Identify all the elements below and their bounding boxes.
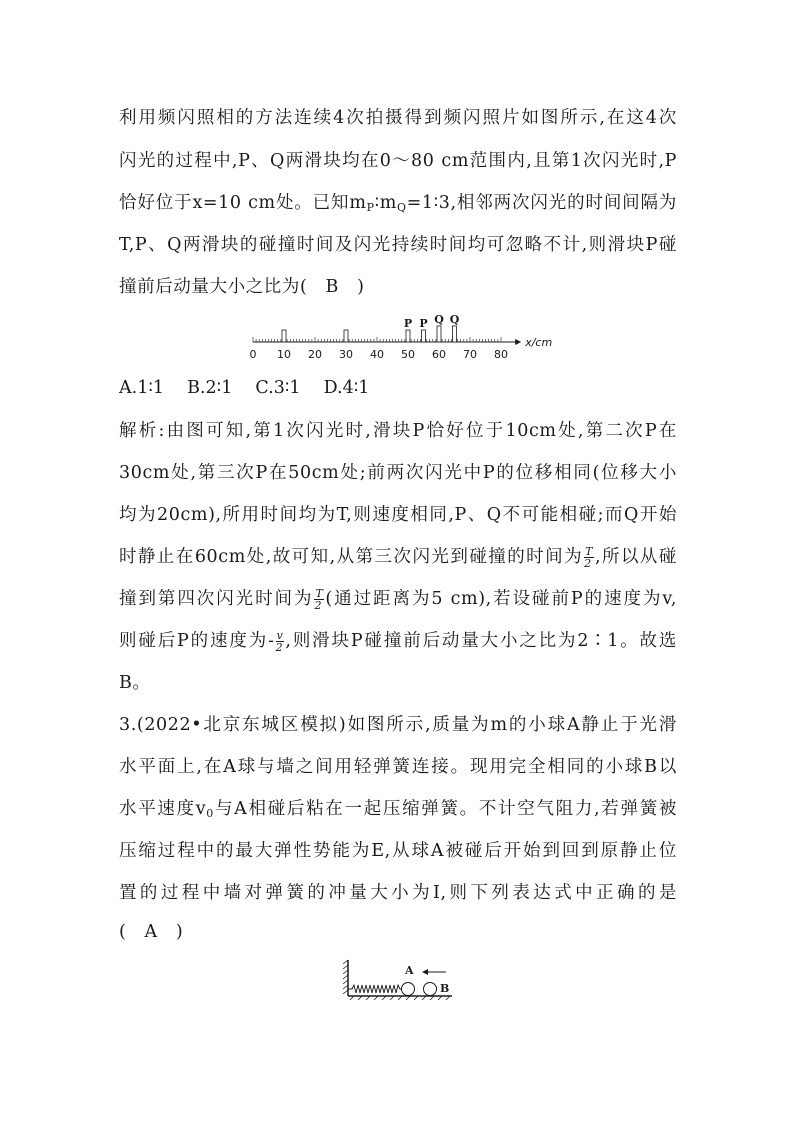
analysis-line-5-post: (通过距离为5 cm),若设碰前P的速度为v, xyxy=(325,589,678,609)
ball-a xyxy=(402,983,415,996)
q3-line-2: 水平面上,在A球与墙之间用轻弹簧连接。现用完全相同的小球B以 xyxy=(119,757,677,777)
q2-line-5: 撞前后动量大小之比为( B ) xyxy=(119,277,365,297)
slider-block xyxy=(344,330,348,342)
spring xyxy=(348,985,402,993)
q2-line-1: 利用频闪照相的方法连续4次拍摄得到频闪照片如图所示,在这4次 xyxy=(119,108,677,128)
tick-label: 40 xyxy=(370,348,384,361)
fraction-t-over-2-b: $\frac{T}{2}$ xyxy=(314,587,324,612)
spring-ball-figure xyxy=(340,958,460,1000)
tick-label: 50 xyxy=(401,348,415,361)
q2-line-2: 闪光的过程中,P、Q两滑块均在0～80 cm范围内,且第1次闪光时,P xyxy=(119,151,677,171)
tick-label: 60 xyxy=(432,348,446,361)
q2-line-3 xyxy=(119,191,677,220)
q2-line-3-mid: ∶m xyxy=(374,193,397,213)
analysis-line-7: B。 xyxy=(119,673,151,693)
slider-block xyxy=(282,330,286,342)
analysis-line-4-post: ,所以从碰 xyxy=(595,547,677,567)
slider-label: Q xyxy=(449,313,460,326)
analysis-line-4-pre: 时静止在60cm处,故可知,从第三次闪光到碰撞的时间为 xyxy=(119,547,584,567)
analysis-line-5 xyxy=(119,587,677,611)
analysis-line-4 xyxy=(119,545,677,569)
slider-label: P xyxy=(419,317,428,330)
subscript-0: 0 xyxy=(206,807,214,820)
analysis-line-1: 解析:由图可知,第1次闪光时,滑块P恰好位于10cm处,第二次P在 xyxy=(119,421,677,441)
analysis-line-6-post: ,则滑块P碰撞前后动量大小之比为2∶1。故选 xyxy=(285,631,677,651)
q3-line-5: 置的过程中墙对弹簧的冲量大小为I,则下列表达式中正确的是 xyxy=(119,883,677,903)
analysis-line-6 xyxy=(119,629,677,653)
axis-arrow-icon xyxy=(515,339,521,345)
slider-block xyxy=(437,326,441,342)
tick-label: 70 xyxy=(463,348,477,361)
tick-label: 80 xyxy=(494,348,508,361)
slider-label: P xyxy=(403,317,413,330)
q2-options: A.1∶1 B.2∶1 C.3∶1 D.4∶1 xyxy=(119,378,370,398)
axis xyxy=(250,313,553,361)
q2-line-4: T,P、Q两滑块的碰撞时间及闪光持续时间均可忽略不计,则滑块P碰 xyxy=(119,235,677,255)
tick-label: 30 xyxy=(339,348,353,361)
q3-line-4: 压缩过程中的最大弹性势能为E,从球A被碰后开始到回到原静止位 xyxy=(119,841,677,861)
q3-line-3-pre: 水平速度v xyxy=(119,799,207,819)
fraction-v-over-2: $\frac{v}{2}$ xyxy=(275,629,284,654)
q3-line-6: ( A ) xyxy=(119,922,184,942)
q3-line-3 xyxy=(119,797,677,826)
tick-label: 20 xyxy=(308,348,322,361)
analysis-line-5-pre: 撞到第四次闪光时间为 xyxy=(119,589,314,609)
ball-b xyxy=(424,983,437,996)
number-line-figure xyxy=(245,308,555,368)
analysis-line-6-pre: 则碰后P的速度为- xyxy=(119,631,275,651)
ball-b-label: B xyxy=(440,982,450,995)
tick-label: 10 xyxy=(277,348,291,361)
tick-label: 0 xyxy=(249,348,257,361)
q3-line-3-post: 与A相碰后粘在一起压缩弹簧。不计空气阻力,若弹簧被 xyxy=(213,799,678,819)
subscript-q: Q xyxy=(396,201,407,214)
slider-block xyxy=(406,330,410,342)
subscript-p: P xyxy=(366,201,375,214)
arrow-head-icon xyxy=(422,969,428,975)
q2-line-3-post: =1∶3,相邻两次闪光的时间间隔为 xyxy=(406,193,678,213)
q3-line-1: 3.(2022•北京东城区模拟)如图所示,质量为m的小球A静止于光滑 xyxy=(119,715,677,735)
ball-a-label: A xyxy=(405,964,414,977)
axis-unit-label: x/cm xyxy=(525,336,553,349)
slider-label: Q xyxy=(434,313,444,326)
q2-line-3-pre: 恰好位于x=10 cm处。已知m xyxy=(119,193,367,213)
slider-block xyxy=(422,330,426,342)
analysis-line-3: 均为20cm),所用时间均为T,则速度相同,P、Q不可能相碰;而Q开始 xyxy=(119,505,677,525)
fraction-t-over-2: $\frac{T}{2}$ xyxy=(584,545,593,570)
slider-block xyxy=(453,326,457,342)
analysis-line-2: 30cm处,第三次P在50cm处;前两次闪光中P的位移相同(位移大小 xyxy=(119,463,677,483)
